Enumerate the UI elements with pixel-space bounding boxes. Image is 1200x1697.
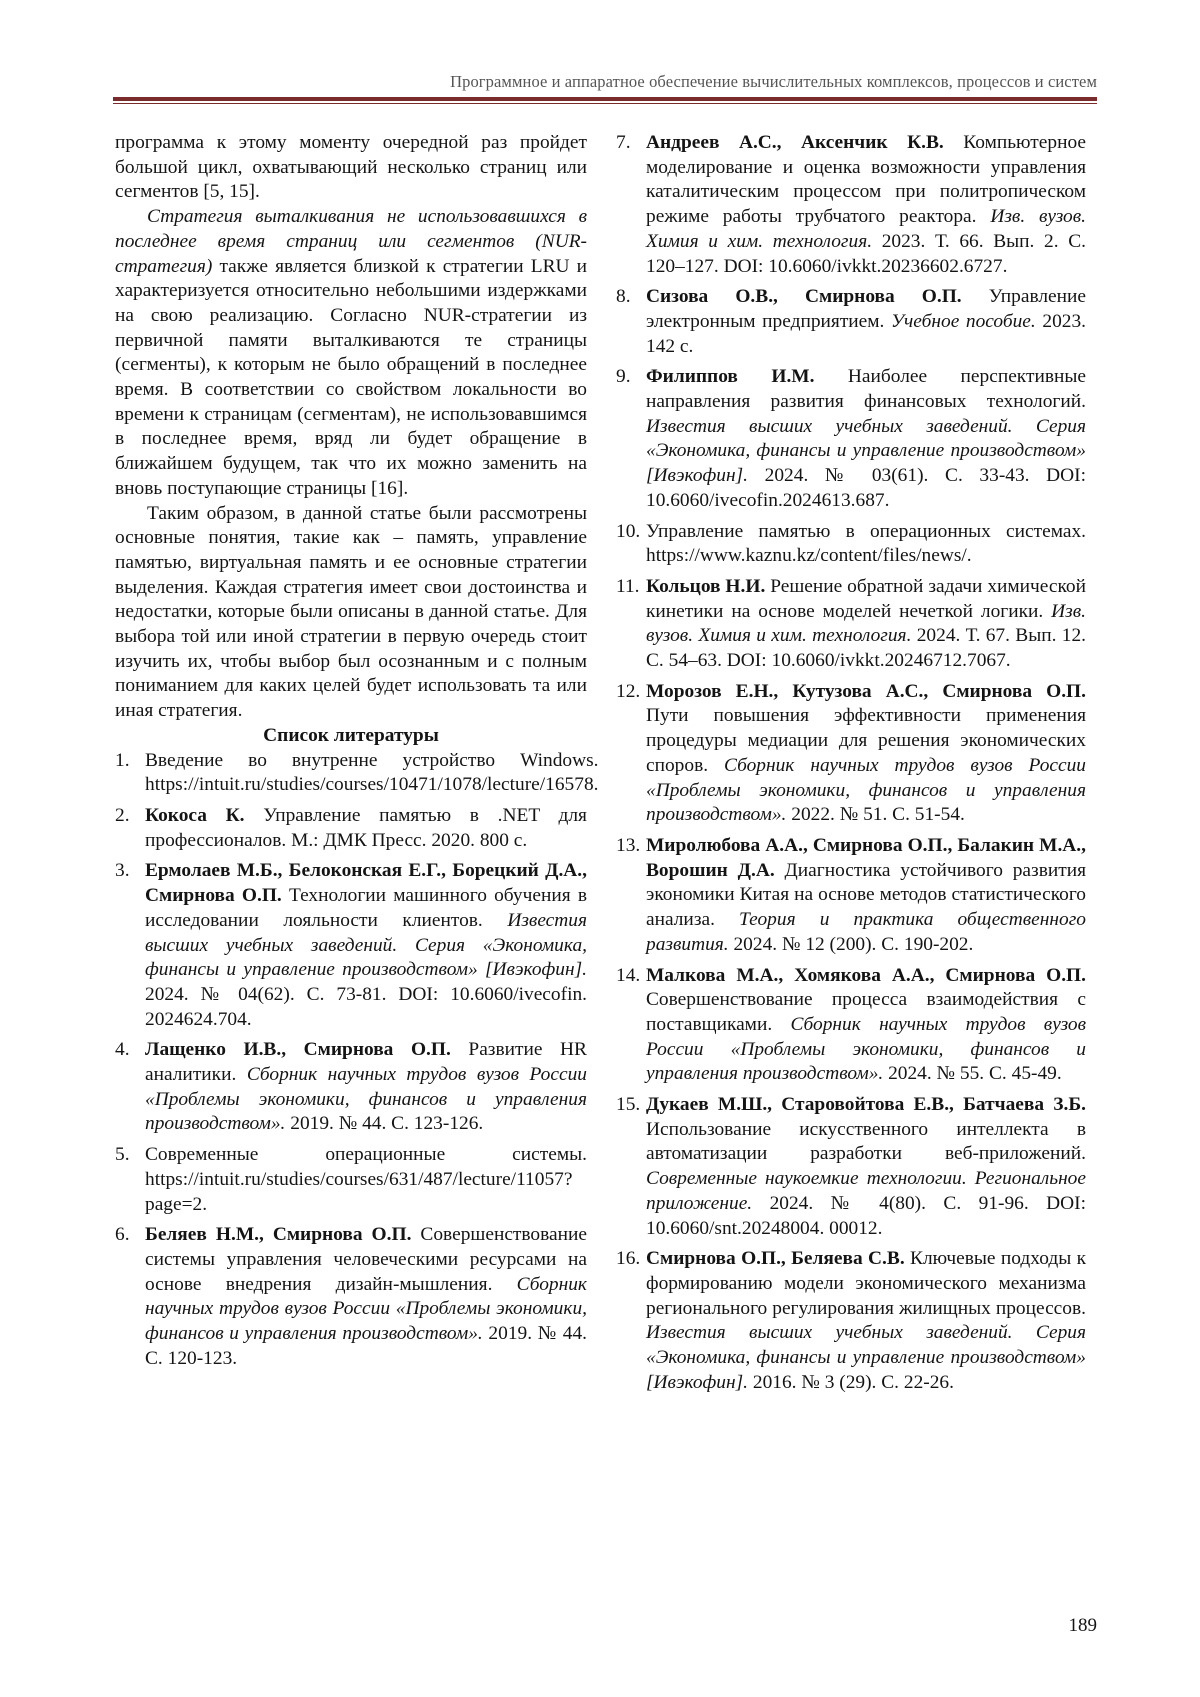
reference-number: 5. bbox=[115, 1144, 130, 1166]
reference-tail: 2023. Т. 66. Вып. 2. С. 120–127. DOI: 10.6060/ivkkt.20236602.6727. bbox=[646, 230, 1087, 277]
reference-text: Технологии машинного обучения в исследовании лояльности клиентов. bbox=[145, 885, 587, 931]
reference-number: 4. bbox=[115, 1039, 130, 1061]
references-title: Список литературы bbox=[263, 724, 439, 746]
reference-item bbox=[616, 1247, 1086, 1395]
reference-text: Управление памятью в .NET для профессионалов. М.: ДМК Пресс. 2020. 800 с. bbox=[145, 804, 587, 851]
reference-number: 14. bbox=[616, 964, 641, 986]
reference-body bbox=[145, 1143, 587, 1217]
reference-source: Изв. вузов. Химия и хим. технология. bbox=[646, 206, 1087, 252]
reference-text: Компьютерное моделирование и оценка возможности управления каталитическим процессом при политропическом режиме работы трубчатого реактора. bbox=[646, 132, 1086, 228]
reference-item bbox=[115, 859, 587, 1032]
reference-body bbox=[145, 804, 587, 853]
reference-body bbox=[145, 1223, 587, 1371]
reference-source: Сборник научных трудов вузов России «Проблемы экономики, финансов и управления производством». bbox=[646, 1013, 1086, 1085]
reference-number: 16. bbox=[616, 1248, 641, 1270]
reference-tail: 2024. № 55. С. 45-49. bbox=[883, 1063, 1062, 1085]
reference-body bbox=[145, 1038, 587, 1137]
reference-number: 6. bbox=[115, 1224, 130, 1246]
reference-text: Управление электронным предприятием. bbox=[646, 286, 1086, 332]
reference-number: 15. bbox=[616, 1094, 641, 1116]
reference-text: Наиболее перспективные направления развития финансовых технологий. bbox=[646, 366, 1086, 413]
reference-body bbox=[646, 285, 1086, 359]
reference-item bbox=[115, 1143, 587, 1217]
reference-item bbox=[616, 520, 1086, 569]
reference-source: Сборник научных трудов вузов России «Проблемы экономики, финансов и управления производством». bbox=[145, 1273, 587, 1345]
reference-item bbox=[616, 964, 1086, 1088]
reference-authors: Филиппов И.М. bbox=[646, 366, 815, 388]
reference-number: 2. bbox=[115, 804, 130, 826]
page-number: 189 bbox=[1068, 1615, 1097, 1636]
reference-number: 1. bbox=[115, 749, 130, 771]
left-column bbox=[115, 131, 599, 1377]
reference-number: 13. bbox=[616, 834, 641, 856]
reference-text: Совершенствование процесса взаимодействия с поставщиками. bbox=[646, 989, 1086, 1035]
reference-item bbox=[616, 285, 1086, 359]
reference-tail: 2016. № 3 (29). С. 22-26. bbox=[748, 1371, 954, 1393]
reference-text: Использование искусственного интеллекта в автоматизации разработки веб-приложений. bbox=[646, 1118, 1086, 1165]
reference-item bbox=[616, 1093, 1086, 1241]
reference-authors: Лащенко И.В., Смирнова О.П. bbox=[145, 1039, 451, 1061]
reference-tail: 2024. № 4(80). С. 91-96. DOI: 10.6060/snt.20248004. 00012. bbox=[646, 1192, 1086, 1239]
header-rule-thick bbox=[113, 97, 1097, 101]
reference-body bbox=[646, 1247, 1086, 1395]
paragraph-conclusion: Таким образом, в данной статье были рассмотрены основные понятия, такие как – память, управление памятью, виртуальная память и ее основные стратегии выделения. Каждая стратегия имеет свои достоинства и недостатки, которые были описаны в данной статье. Для выбора той или иной стратегии в первую очередь стоит изучить их, чтобы выбор был осознанным и с полным пониманием для каких целей будет использовать та или иная стратегия. bbox=[115, 502, 587, 722]
reference-item bbox=[115, 1038, 587, 1137]
reference-body bbox=[646, 1093, 1086, 1241]
reference-text: Управление памятью в операционных системах. https://www.kaznu.kz/content/files/news/. bbox=[646, 520, 1086, 567]
reference-item bbox=[115, 1223, 587, 1371]
reference-authors: Беляев Н.М., Смирнова О.П. bbox=[145, 1224, 412, 1246]
reference-source: Изв. вузов. Химия и хим. технология. bbox=[646, 600, 1086, 647]
reference-body bbox=[646, 520, 1086, 569]
reference-source: Сборник научных трудов вузов России «Проблемы экономики, финансов и управления производством». bbox=[646, 754, 1086, 826]
header-rule-thin bbox=[113, 103, 1097, 104]
reference-item bbox=[115, 749, 599, 798]
reference-source: Известия высших учебных заведений. Серия «Экономика, финансы и управление производством» [Ивэкофин]. bbox=[646, 1322, 1086, 1393]
reference-tail: 2024. № 04(62). С. 73-81. DOI: 10.6060/ivecofin. 2024624.704. bbox=[145, 983, 587, 1030]
nur-strategy-term: Стратегия выталкивания не использовавшихся в последнее время страниц или сегментов (NUR-стратегия) bbox=[115, 206, 587, 277]
reference-authors: Малкова М.А., Хомякова А.А., Смирнова О.П. bbox=[646, 964, 1086, 986]
paragraph-nur-strategy bbox=[115, 205, 587, 501]
reference-number: 11. bbox=[616, 575, 640, 597]
reference-source: Теория и практика общественного развития. bbox=[646, 909, 1086, 955]
reference-body bbox=[646, 964, 1086, 1088]
reference-authors: Дукаев М.Ш., Старовойтова Е.В., Батчаева З.Б. bbox=[646, 1094, 1086, 1116]
reference-text: Решение обратной задачи химической кинетики на основе моделей нечеткой логики. bbox=[646, 575, 1086, 622]
reference-text: Диагностика устойчивого развития экономики Китая на основе методов статистического анализа. bbox=[646, 859, 1086, 931]
reference-authors: Кольцов Н.И. bbox=[646, 575, 766, 597]
reference-body bbox=[646, 680, 1086, 828]
reference-text: Ключевые подходы к формированию модели экономического механизма регионального регулирования жилищных процессов. bbox=[646, 1248, 1086, 1319]
nur-strategy-text: также является близкой к стратегии LRU и характеризуется относительно небольшими издержками на свою реализацию. Согласно NUR-стратегии из первичной памяти выталкиваются те страницы (сегменты), к которым не было обращений в последнее время. В соответствии со свойством локальности во времени к страницам (сегментам), не использовавшимся в последнее время, вряд ли будет обращение в ближайшем будущем, так что их можно заменить на вновь поступающие страницы [16]. bbox=[115, 255, 587, 499]
reference-source: Известия высших учебных заведений. Серия «Экономика, финансы и управление производством» [Ивэкофин]. bbox=[646, 415, 1086, 487]
reference-tail: 2019. № 44. С. 123-126. bbox=[285, 1113, 484, 1135]
reference-text: Развитие HR аналитики. bbox=[145, 1039, 587, 1086]
reference-number: 10. bbox=[616, 520, 641, 542]
reference-tail: 2024. № 03(61). С. 33-43. DOI: 10.6060/ivecofin.2024613.687. bbox=[646, 465, 1086, 511]
reference-number: 3. bbox=[115, 860, 130, 882]
reference-text: Совершенствование системы управления человеческими ресурсами на основе внедрения дизайн-мышления. bbox=[145, 1224, 587, 1295]
reference-body bbox=[646, 131, 1086, 279]
running-head: Программное и аппаратное обеспечение вычислительных комплексов, процессов и систем bbox=[450, 72, 1097, 91]
reference-number: 7. bbox=[616, 132, 631, 153]
reference-authors: Смирнова О.П., Беляева С.В. bbox=[646, 1248, 905, 1270]
reference-number: 8. bbox=[616, 286, 631, 308]
reference-tail: 2023. 142 с. bbox=[646, 310, 1086, 357]
reference-source: Учебное пособие. bbox=[891, 310, 1036, 332]
reference-tail: 2022. № 51. С. 51-54. bbox=[786, 804, 965, 826]
reference-item bbox=[115, 804, 587, 853]
reference-number: 12. bbox=[616, 680, 641, 702]
reference-authors: Морозов Е.Н., Кутузова А.С., Смирнова О.П. bbox=[646, 680, 1086, 702]
reference-body bbox=[646, 575, 1086, 674]
reference-source: Современные наукоемкие технологии. Региональное приложение. bbox=[646, 1168, 1086, 1214]
reference-authors: Миролюбова А.А., Смирнова О.П., Балакин М.А., Ворошин Д.А. bbox=[646, 834, 1086, 881]
reference-body bbox=[145, 749, 598, 798]
reference-body bbox=[646, 834, 1086, 958]
reference-authors: Кокоса К. bbox=[145, 804, 245, 826]
reference-text: Введение во внутренне устройство Windows. https://intuit.ru/studies/courses/10471/1078/lecture/16578. bbox=[145, 749, 599, 796]
reference-authors: Андреев А.С., Аксенчик К.В. bbox=[646, 132, 944, 153]
reference-tail: 2019. № 44. С. 120-123. bbox=[145, 1323, 587, 1369]
reference-authors: Ермолаев М.Б., Белоконская Е.Г., Борецкий Д.А., Смирнова О.П. bbox=[145, 860, 587, 907]
reference-item bbox=[616, 680, 1086, 828]
paragraph-continuation: программа к этому моменту очередной раз пройдет большой цикл, охватывающий несколько страниц или сегментов [5, 15]. bbox=[115, 132, 587, 203]
reference-item bbox=[616, 834, 1086, 958]
reference-body bbox=[646, 365, 1086, 513]
reference-tail: 2024. № 12 (200). С. 190-202. bbox=[728, 933, 974, 955]
reference-item bbox=[616, 575, 1086, 674]
reference-text: Современные операционные системы. https://intuit.ru/studies/courses/631/487/lecture/11057?page=2. bbox=[145, 1144, 587, 1215]
reference-item bbox=[616, 131, 1086, 279]
reference-source: Сборник научных трудов вузов России «Проблемы экономики, финансов и управления производством». bbox=[145, 1064, 587, 1135]
reference-authors: Сизова О.В., Смирнова О.П. bbox=[646, 286, 962, 308]
reference-text: Пути повышения эффективности применения процедуры медиации для решения экономических споров. bbox=[646, 705, 1086, 776]
reference-tail: 2024. Т. 67. Вып. 12. С. 54–63. DOI: 10.6060/ivkkt.20246712.7067. bbox=[646, 625, 1087, 672]
right-column bbox=[616, 131, 1086, 1401]
reference-source: Известия высших учебных заведений. Серия «Экономика, финансы и управление производством» [Ивэкофин]. bbox=[145, 909, 587, 981]
reference-body bbox=[145, 859, 587, 1032]
reference-item bbox=[616, 365, 1086, 513]
reference-number: 9. bbox=[616, 366, 631, 388]
